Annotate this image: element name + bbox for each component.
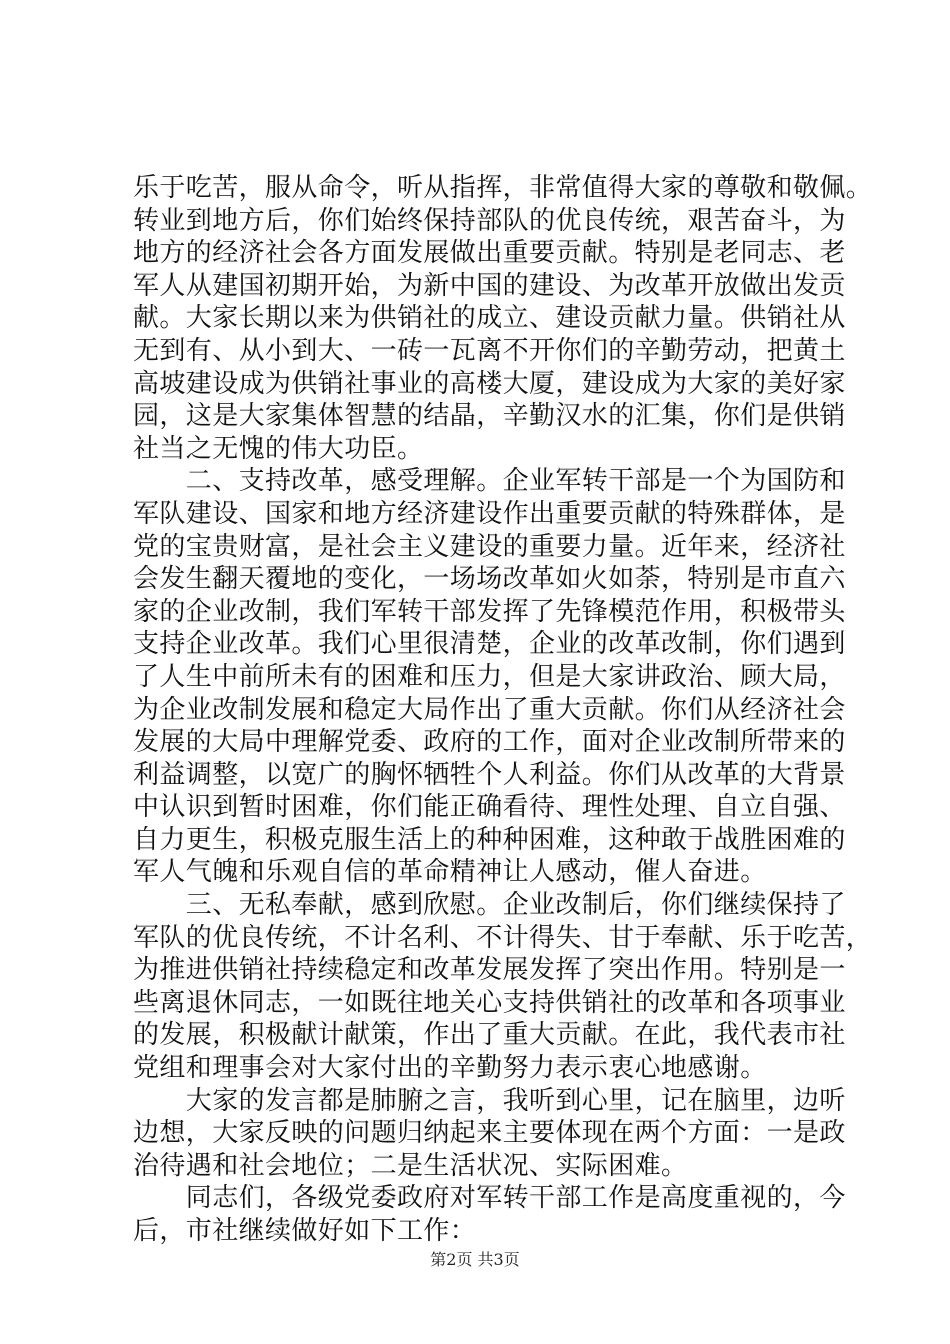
text-line: 军人气魄和乐观自信的革命精神让人感动，催人奋进。 [133,857,767,888]
text-line: 党的宝贵财富，是社会主义建设的重要力量。近年来，经济社 [133,531,846,562]
text-line: 为推进供销社持续稳定和改革发展发挥了突出作用。特别是一 [133,955,846,986]
text-line: 同志们，各级党委政府对军转干部工作是高度重视的，今 [133,1183,846,1214]
text-line: 了人生中前所未有的困难和压力，但是大家讲政治、顾大局， [133,661,846,692]
text-line: 支持企业改革。我们心里很清楚，企业的改革改制，你们遇到 [133,629,846,660]
text-line: 社当之无愧的伟大功臣。 [133,433,424,464]
text-line: 大家的发言都是肺腑之言，我听到心里，记在脑里，边听 [133,1085,846,1116]
text-line: 发展的大局中理解党委、政府的工作，面对企业改制所带来的 [133,727,846,758]
text-line: 党组和理事会对大家付出的辛勤努力表示衷心地感谢。 [133,1053,767,1084]
text-line: 边想，大家反映的问题归纳起来主要体现在两个方面：一是政 [133,1118,846,1149]
text-line: 军人从建国初期开始，为新中国的建设、为改革开放做出发贡 [133,270,846,301]
text-line: 后，市社继续做好如下工作： [133,1216,477,1246]
text-line: 些离退休同志，一如既往地关心支持供销社的改革和各项事业 [133,987,846,1018]
text-line: 军队建设、国家和地方经济建设作出重要贡献的特殊群体，是 [133,498,846,529]
text-line: 献。大家长期以来为供销社的成立、建设贡献力量。供销社从 [133,303,846,334]
text-line: 军队的优良传统，不计名利、不计得失、甘于奉献、乐于吃苦， [133,922,873,953]
text-line: 中认识到暂时困难，你们能正确看待、理性处理、自立自强、 [133,792,846,823]
text-line: 的发展，积极献计献策，作出了重大贡献。在此，我代表市社 [133,1020,846,1051]
text-line: 园，这是大家集体智慧的结晶，辛勤汉水的汇集，你们是供销 [133,401,846,432]
text-line: 会发生翻天覆地的变化，一场场改革如火如荼，特别是市直六 [133,564,846,595]
document-body [133,172,873,1248]
text-line: 无到有、从小到大、一砖一瓦离不开你们的辛勤劳动，把黄土 [133,335,846,366]
text-line: 高坡建设成为供销社事业的高楼大厦，建设成为大家的美好家 [133,368,846,399]
text-line: 二、支持改革，感受理解。企业军转干部是一个为国防和 [133,466,846,497]
text-line: 乐于吃苦，服从命令，听从指挥，非常值得大家的尊敬和敬佩。 [133,173,873,203]
text-line: 自力更生，积极克服生活上的种种困难，这种敢于战胜困难的 [133,824,846,855]
text-line: 利益调整，以宽广的胸怀牺牲个人利益。你们从改革的大背景 [133,759,846,790]
text-line: 转业到地方后，你们始终保持部队的优良传统，艰苦奋斗，为 [133,205,846,236]
text-line: 家的企业改制，我们军转干部发挥了先锋模范作用，积极带头 [133,596,846,627]
text-line: 为企业改制发展和稳定大局作出了重大贡献。你们从经济社会 [133,694,846,725]
text-line: 治待遇和社会地位；二是生活状况、实际困难。 [133,1150,688,1181]
text-line: 三、无私奉献，感到欣慰。企业改制后，你们继续保持了 [133,890,846,921]
text-line: 地方的经济社会各方面发展做出重要贡献。特别是老同志、老 [133,238,846,269]
page-footer: 第2页 共3页 [430,1250,520,1269]
